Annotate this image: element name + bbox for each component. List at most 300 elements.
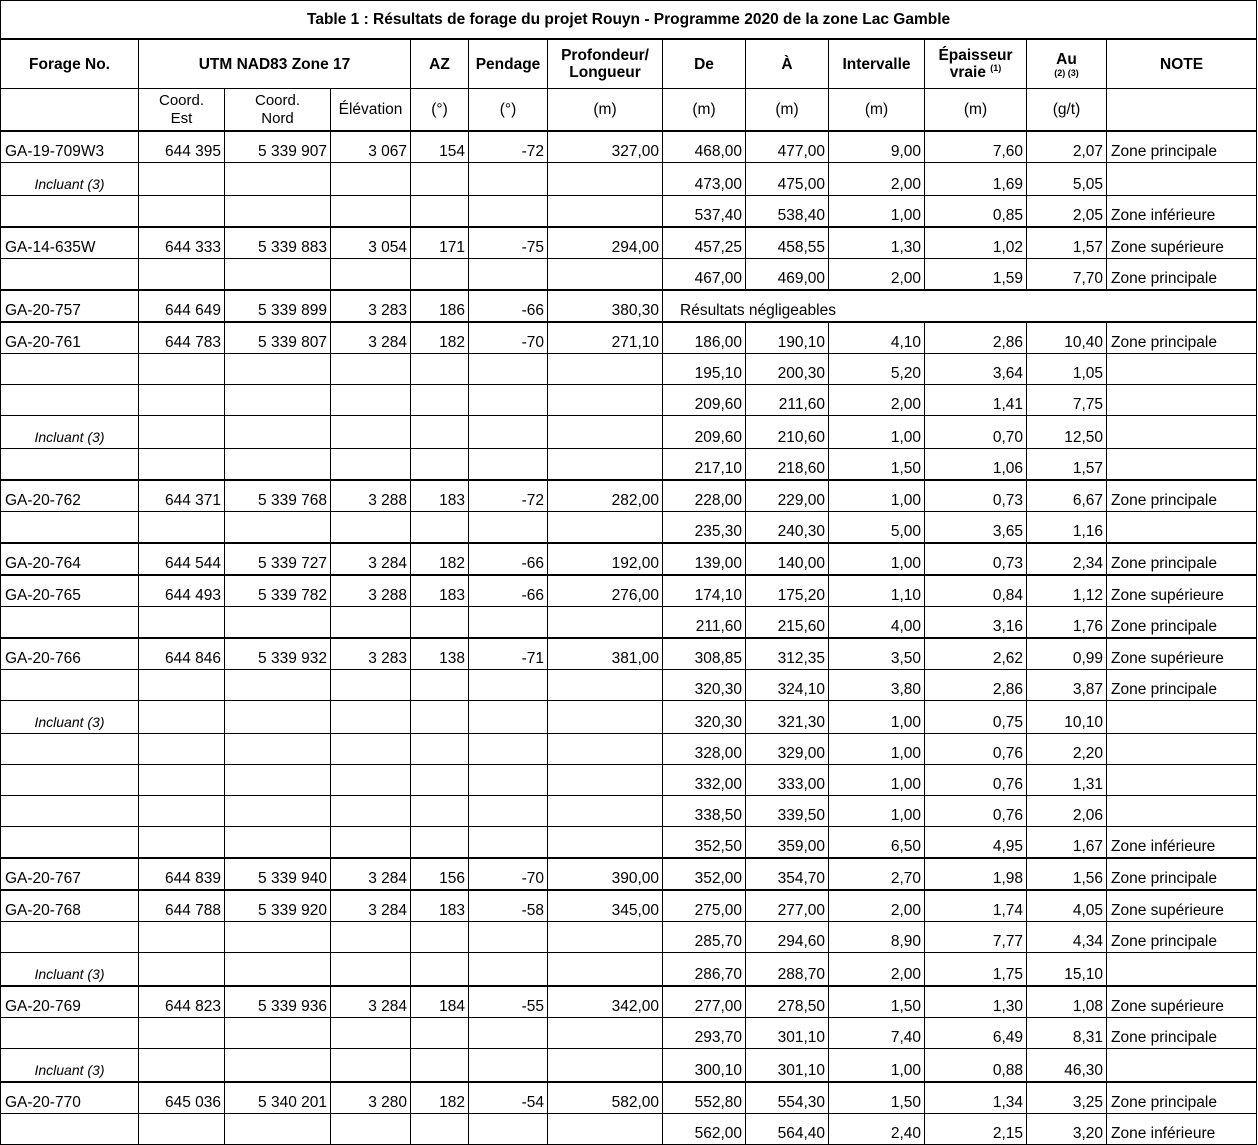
cell-note: Zone inférieure (1107, 1114, 1257, 1145)
col-header-profondeur (548, 39, 663, 89)
cell-note: Zone principale (1107, 922, 1257, 953)
cell-note (1107, 385, 1257, 416)
cell-from: 286,70 (663, 953, 746, 987)
cell-coord-nord (225, 765, 331, 796)
footnote-ref: (1) (990, 62, 1002, 73)
cell-elevation (331, 1018, 411, 1049)
cell-hole-id (1, 765, 139, 796)
cell-length: 294,00 (548, 227, 663, 259)
cell-true-thickness: 2,86 (925, 670, 1027, 701)
cell-elevation: 3 067 (331, 131, 411, 163)
cell-azimuth (411, 827, 469, 859)
unit-de: (m) (663, 89, 746, 132)
cell-length: 282,00 (548, 480, 663, 512)
table-row (1, 858, 1257, 890)
cell-hole-id: GA-20-767 (1, 858, 139, 890)
cell-elevation (331, 1114, 411, 1145)
cell-gold-grade: 1,56 (1027, 858, 1107, 890)
cell-azimuth: 182 (411, 1082, 469, 1114)
units-cell-empty (1107, 89, 1257, 132)
cell-dip (469, 701, 548, 734)
cell-elevation (331, 512, 411, 544)
table-row (1, 354, 1257, 385)
cell-length (548, 1114, 663, 1145)
cell-from: 468,00 (663, 131, 746, 163)
cell-dip (469, 512, 548, 544)
cell-interval: 2,70 (829, 858, 925, 890)
cell-interval: 4,10 (829, 322, 925, 354)
cell-length (548, 1049, 663, 1083)
cell-coord-est (139, 701, 225, 734)
header-row (1, 39, 1257, 89)
cell-elevation (331, 259, 411, 291)
cell-hole-id (1, 796, 139, 827)
cell-to: 240,30 (746, 512, 829, 544)
table-row (1, 734, 1257, 765)
cell-coord-est: 644 839 (139, 858, 225, 890)
cell-azimuth (411, 607, 469, 639)
table-row (1, 385, 1257, 416)
cell-interval: 5,20 (829, 354, 925, 385)
table-body (1, 131, 1257, 1145)
cell-dip (469, 670, 548, 701)
cell-coord-est (139, 449, 225, 481)
cell-azimuth (411, 1018, 469, 1049)
col-header-az: AZ (411, 39, 469, 89)
cell-interval: 3,50 (829, 638, 925, 670)
cell-elevation: 3 288 (331, 480, 411, 512)
table-row (1, 765, 1257, 796)
cell-interval: 1,50 (829, 986, 925, 1018)
cell-coord-est: 644 333 (139, 227, 225, 259)
cell-coord-nord (225, 416, 331, 449)
cell-azimuth (411, 922, 469, 953)
cell-dip: -66 (469, 575, 548, 607)
cell-gold-grade: 1,05 (1027, 354, 1107, 385)
cell-true-thickness: 0,76 (925, 765, 1027, 796)
cell-dip: -66 (469, 543, 548, 575)
cell-dip (469, 1049, 548, 1083)
table-row (1, 796, 1257, 827)
cell-to: 469,00 (746, 259, 829, 291)
cell-coord-est (139, 953, 225, 987)
table-row (1, 1018, 1257, 1049)
cell-interval: 4,00 (829, 607, 925, 639)
col-header-de: De (663, 39, 746, 89)
cell-true-thickness: 0,76 (925, 734, 1027, 765)
cell-coord-est (139, 1049, 225, 1083)
cell-true-thickness: 1,75 (925, 953, 1027, 987)
cell-note (1107, 512, 1257, 544)
cell-coord-nord: 5 339 727 (225, 543, 331, 575)
cell-elevation: 3 284 (331, 543, 411, 575)
cell-interval: 7,40 (829, 1018, 925, 1049)
cell-coord-nord: 5 339 940 (225, 858, 331, 890)
cell-interval: 2,40 (829, 1114, 925, 1145)
cell-to: 475,00 (746, 163, 829, 196)
cell-true-thickness: 1,30 (925, 986, 1027, 1018)
col-header-pendage: Pendage (469, 39, 548, 89)
col-header-profondeur-line2: Longueur (569, 64, 641, 81)
cell-azimuth: 182 (411, 322, 469, 354)
cell-note: Zone supérieure (1107, 575, 1257, 607)
cell-azimuth (411, 163, 469, 196)
cell-note: Zone principale (1107, 322, 1257, 354)
cell-to: 554,30 (746, 1082, 829, 1114)
cell-gold-grade: 3,25 (1027, 1082, 1107, 1114)
cell-interval: 1,00 (829, 734, 925, 765)
cell-interval: 9,00 (829, 131, 925, 163)
cell-hole-id: GA-14-635W (1, 227, 139, 259)
cell-from: 186,00 (663, 322, 746, 354)
cell-elevation (331, 163, 411, 196)
cell-from: 275,00 (663, 890, 746, 922)
cell-interval: 6,50 (829, 827, 925, 859)
cell-length: 345,00 (548, 890, 663, 922)
cell-from: 352,00 (663, 858, 746, 890)
cell-length (548, 953, 663, 987)
cell-azimuth (411, 1049, 469, 1083)
cell-note: Zone inférieure (1107, 196, 1257, 228)
cell-dip: -58 (469, 890, 548, 922)
cell-dip (469, 922, 548, 953)
cell-dip: -66 (469, 290, 548, 322)
cell-coord-est (139, 1018, 225, 1049)
cell-true-thickness: 7,77 (925, 922, 1027, 953)
cell-from: 293,70 (663, 1018, 746, 1049)
cell-coord-est (139, 670, 225, 701)
cell-coord-est: 644 371 (139, 480, 225, 512)
table-row (1, 416, 1257, 449)
cell-note: Zone supérieure (1107, 638, 1257, 670)
cell-elevation (331, 734, 411, 765)
cell-length: 271,10 (548, 322, 663, 354)
cell-note (1107, 953, 1257, 987)
cell-true-thickness: 1,34 (925, 1082, 1027, 1114)
cell-note: Zone principale (1107, 131, 1257, 163)
cell-elevation: 3 283 (331, 638, 411, 670)
cell-note: Zone supérieure (1107, 890, 1257, 922)
cell-length (548, 670, 663, 701)
table-row (1, 480, 1257, 512)
cell-elevation (331, 796, 411, 827)
subheader-elevation: Élévation (331, 89, 411, 132)
cell-note: Zone principale (1107, 607, 1257, 639)
cell-gold-grade: 46,30 (1027, 1049, 1107, 1083)
cell-to: 538,40 (746, 196, 829, 228)
cell-elevation (331, 670, 411, 701)
cell-gold-grade: 10,10 (1027, 701, 1107, 734)
table-row (1, 163, 1257, 196)
cell-true-thickness: 2,15 (925, 1114, 1027, 1145)
cell-note (1107, 163, 1257, 196)
cell-true-thickness: 1,59 (925, 259, 1027, 291)
cell-true-thickness: 3,16 (925, 607, 1027, 639)
cell-coord-nord: 5 339 768 (225, 480, 331, 512)
cell-to: 301,10 (746, 1018, 829, 1049)
cell-true-thickness: 1,41 (925, 385, 1027, 416)
cell-dip (469, 827, 548, 859)
cell-from: 308,85 (663, 638, 746, 670)
cell-true-thickness: 6,49 (925, 1018, 1027, 1049)
cell-coord-nord (225, 512, 331, 544)
unit-au: (g/t) (1027, 89, 1107, 132)
cell-dip: -71 (469, 638, 548, 670)
cell-note (1107, 1049, 1257, 1083)
cell-from: 139,00 (663, 543, 746, 575)
table-row (1, 1049, 1257, 1083)
cell-true-thickness: 2,86 (925, 322, 1027, 354)
table-row (1, 131, 1257, 163)
cell-length (548, 512, 663, 544)
col-header-epaisseur-line2: vraie (949, 64, 986, 81)
cell-to: 354,70 (746, 858, 829, 890)
cell-dip: -72 (469, 480, 548, 512)
cell-coord-nord: 5 339 807 (225, 322, 331, 354)
cell-from: 285,70 (663, 922, 746, 953)
cell-azimuth: 183 (411, 480, 469, 512)
cell-length: 381,00 (548, 638, 663, 670)
cell-true-thickness: 0,84 (925, 575, 1027, 607)
cell-from: 217,10 (663, 449, 746, 481)
cell-elevation (331, 607, 411, 639)
cell-to: 321,30 (746, 701, 829, 734)
cell-coord-est: 644 788 (139, 890, 225, 922)
col-header-intervalle: Intervalle (829, 39, 925, 89)
cell-length (548, 701, 663, 734)
cell-coord-est: 644 493 (139, 575, 225, 607)
cell-length (548, 765, 663, 796)
cell-interval: 2,00 (829, 385, 925, 416)
table-row (1, 259, 1257, 291)
cell-interval: 1,00 (829, 416, 925, 449)
cell-elevation (331, 765, 411, 796)
cell-hole-id: GA-20-766 (1, 638, 139, 670)
cell-from: 277,00 (663, 986, 746, 1018)
cell-coord-nord (225, 670, 331, 701)
cell-note: Zone principale (1107, 1082, 1257, 1114)
cell-coord-est: 644 783 (139, 322, 225, 354)
cell-elevation (331, 922, 411, 953)
cell-azimuth (411, 385, 469, 416)
cell-elevation (331, 827, 411, 859)
cell-from: 228,00 (663, 480, 746, 512)
cell-azimuth (411, 449, 469, 481)
cell-coord-nord (225, 1049, 331, 1083)
cell-note: Zone supérieure (1107, 986, 1257, 1018)
cell-from: 195,10 (663, 354, 746, 385)
subheader-coord-nord-line1: Coord. (254, 91, 301, 109)
cell-to: 312,35 (746, 638, 829, 670)
cell-including-label: Incluant (3) (1, 1049, 139, 1083)
cell-note: Zone inférieure (1107, 827, 1257, 859)
cell-azimuth: 156 (411, 858, 469, 890)
cell-length: 327,00 (548, 131, 663, 163)
cell-interval: 1,50 (829, 1082, 925, 1114)
cell-gold-grade: 4,05 (1027, 890, 1107, 922)
cell-to: 229,00 (746, 480, 829, 512)
cell-note (1107, 734, 1257, 765)
cell-coord-nord (225, 196, 331, 228)
cell-true-thickness: 1,98 (925, 858, 1027, 890)
table-row (1, 922, 1257, 953)
table-row (1, 953, 1257, 987)
cell-gold-grade: 15,10 (1027, 953, 1107, 987)
cell-dip (469, 953, 548, 987)
cell-interval: 1,30 (829, 227, 925, 259)
cell-azimuth (411, 416, 469, 449)
cell-hole-id: GA-20-770 (1, 1082, 139, 1114)
cell-to: 333,00 (746, 765, 829, 796)
cell-coord-nord (225, 449, 331, 481)
cell-gold-grade: 2,06 (1027, 796, 1107, 827)
col-header-forage: Forage No. (1, 39, 139, 89)
footnote-ref: (2) (3) (1054, 67, 1079, 78)
table-row (1, 322, 1257, 354)
cell-gold-grade: 1,16 (1027, 512, 1107, 544)
cell-to: 277,00 (746, 890, 829, 922)
cell-coord-est (139, 765, 225, 796)
cell-azimuth (411, 259, 469, 291)
cell-length (548, 1018, 663, 1049)
cell-azimuth (411, 734, 469, 765)
cell-length (548, 827, 663, 859)
col-header-note: NOTE (1107, 39, 1257, 89)
cell-note: Zone principale (1107, 543, 1257, 575)
subheader-coord-nord-line2: Nord (261, 109, 294, 127)
cell-coord-nord: 5 339 920 (225, 890, 331, 922)
col-header-epaisseur (925, 39, 1027, 89)
cell-coord-est (139, 734, 225, 765)
cell-length (548, 196, 663, 228)
cell-azimuth: 171 (411, 227, 469, 259)
cell-coord-nord (225, 734, 331, 765)
cell-length: 380,30 (548, 290, 663, 322)
unit-intervalle: (m) (829, 89, 925, 132)
cell-elevation (331, 953, 411, 987)
cell-dip (469, 734, 548, 765)
cell-azimuth: 183 (411, 890, 469, 922)
cell-coord-est (139, 607, 225, 639)
cell-to: 329,00 (746, 734, 829, 765)
cell-hole-id: GA-20-761 (1, 322, 139, 354)
cell-true-thickness: 2,62 (925, 638, 1027, 670)
cell-coord-est (139, 196, 225, 228)
cell-azimuth (411, 670, 469, 701)
table-row (1, 543, 1257, 575)
cell-to: 200,30 (746, 354, 829, 385)
cell-to: 564,40 (746, 1114, 829, 1145)
cell-interval: 5,00 (829, 512, 925, 544)
cell-from: 320,30 (663, 670, 746, 701)
cell-to: 288,70 (746, 953, 829, 987)
cell-coord-est (139, 354, 225, 385)
cell-hole-id (1, 259, 139, 291)
cell-coord-nord (225, 385, 331, 416)
cell-length (548, 385, 663, 416)
cell-from: 211,60 (663, 607, 746, 639)
cell-negligible-results: Résultats négligeables (663, 290, 1257, 322)
cell-coord-est (139, 385, 225, 416)
table-row (1, 290, 1257, 322)
cell-coord-nord (225, 1018, 331, 1049)
cell-dip: -75 (469, 227, 548, 259)
cell-azimuth (411, 701, 469, 734)
cell-dip: -70 (469, 322, 548, 354)
cell-from: 209,60 (663, 385, 746, 416)
cell-dip: -70 (469, 858, 548, 890)
cell-coord-nord: 5 340 201 (225, 1082, 331, 1114)
cell-coord-est (139, 1114, 225, 1145)
cell-azimuth (411, 796, 469, 827)
cell-hole-id (1, 196, 139, 228)
cell-note: Zone principale (1107, 480, 1257, 512)
cell-coord-est: 645 036 (139, 1082, 225, 1114)
cell-gold-grade: 2,20 (1027, 734, 1107, 765)
cell-azimuth: 138 (411, 638, 469, 670)
cell-interval: 1,00 (829, 701, 925, 734)
cell-interval: 8,90 (829, 922, 925, 953)
cell-azimuth: 183 (411, 575, 469, 607)
cell-from: 562,00 (663, 1114, 746, 1145)
col-header-utm: UTM NAD83 Zone 17 (139, 39, 411, 89)
cell-gold-grade: 6,67 (1027, 480, 1107, 512)
cell-from: 338,50 (663, 796, 746, 827)
cell-dip (469, 163, 548, 196)
cell-interval: 1,00 (829, 1049, 925, 1083)
cell-to: 210,60 (746, 416, 829, 449)
col-header-epaisseur-line1: Épaisseur (938, 47, 1013, 64)
cell-hole-id (1, 385, 139, 416)
cell-coord-est: 644 649 (139, 290, 225, 322)
cell-gold-grade: 3,87 (1027, 670, 1107, 701)
cell-azimuth: 154 (411, 131, 469, 163)
cell-azimuth (411, 953, 469, 987)
cell-true-thickness: 0,88 (925, 1049, 1027, 1083)
cell-including-label: Incluant (3) (1, 163, 139, 196)
cell-gold-grade: 5,05 (1027, 163, 1107, 196)
col-header-profondeur-line1: Profondeur/ (561, 47, 649, 64)
cell-to: 324,10 (746, 670, 829, 701)
cell-true-thickness: 1,74 (925, 890, 1027, 922)
cell-hole-id: GA-20-757 (1, 290, 139, 322)
table-row (1, 701, 1257, 734)
cell-coord-nord (225, 953, 331, 987)
cell-interval: 1,00 (829, 480, 925, 512)
cell-elevation (331, 449, 411, 481)
cell-elevation (331, 701, 411, 734)
cell-note: Zone principale (1107, 1018, 1257, 1049)
cell-hole-id (1, 827, 139, 859)
cell-gold-grade: 2,05 (1027, 196, 1107, 228)
cell-azimuth: 184 (411, 986, 469, 1018)
cell-elevation: 3 280 (331, 1082, 411, 1114)
cell-gold-grade: 7,75 (1027, 385, 1107, 416)
cell-length: 192,00 (548, 543, 663, 575)
cell-true-thickness: 1,06 (925, 449, 1027, 481)
cell-length: 390,00 (548, 858, 663, 890)
cell-elevation: 3 283 (331, 290, 411, 322)
cell-from: 537,40 (663, 196, 746, 228)
cell-to: 294,60 (746, 922, 829, 953)
cell-azimuth (411, 354, 469, 385)
cell-interval: 1,00 (829, 765, 925, 796)
cell-gold-grade: 1,67 (1027, 827, 1107, 859)
cell-from: 467,00 (663, 259, 746, 291)
cell-elevation: 3 288 (331, 575, 411, 607)
cell-interval: 2,00 (829, 163, 925, 196)
cell-azimuth: 182 (411, 543, 469, 575)
